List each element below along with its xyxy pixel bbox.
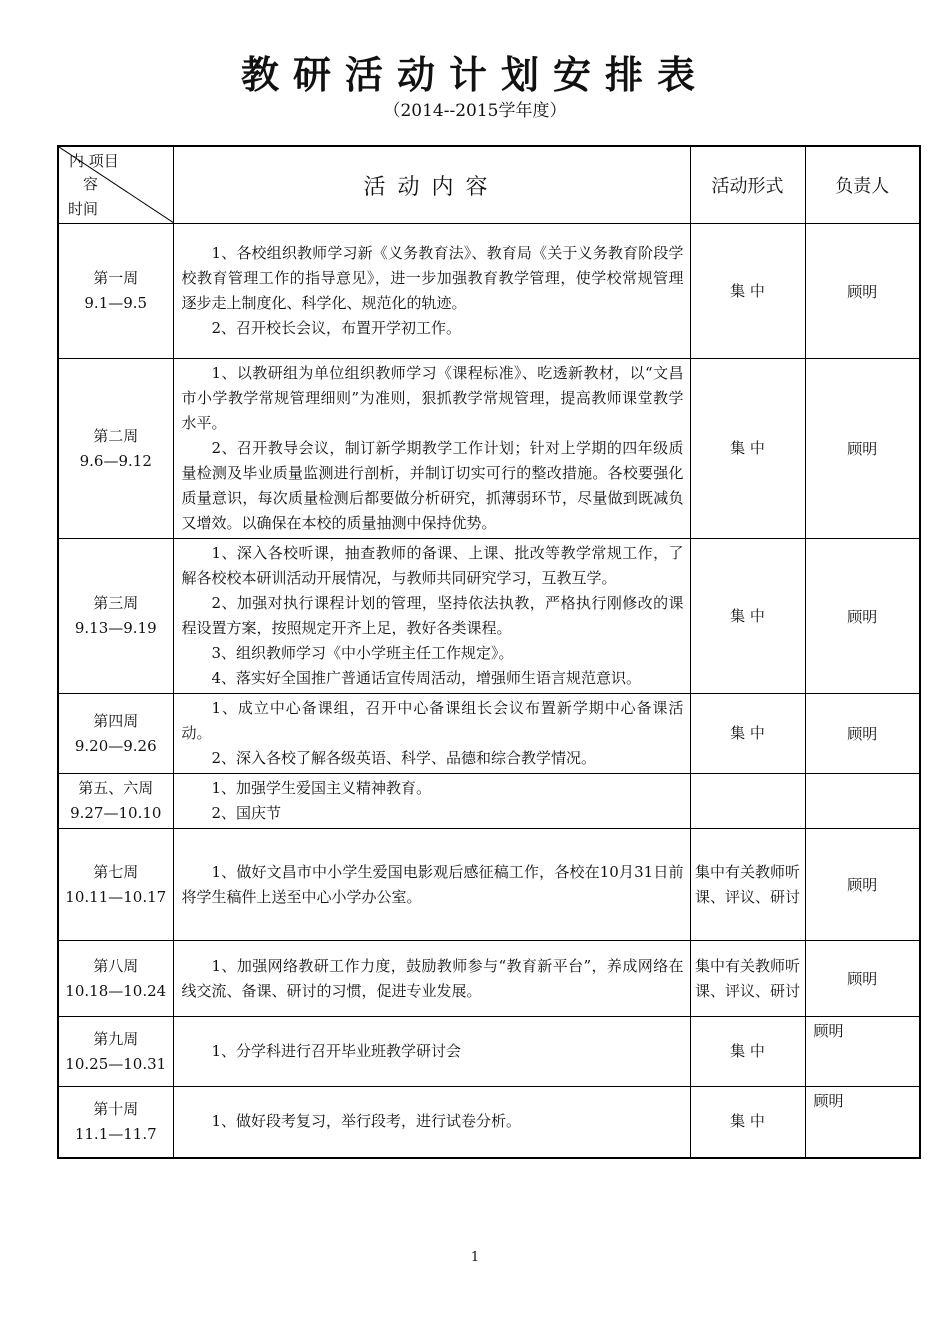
week-dates: 9.27—10.10 [70, 804, 162, 822]
form-cell: 集 中 [690, 1017, 805, 1087]
header-corner-top: 内 项目 [69, 152, 119, 170]
week-cell [58, 829, 173, 941]
content-cell [173, 539, 690, 694]
form-cell: 集中有关教师听课、评议、研讨 [690, 941, 805, 1017]
content-item: 2、召开教导会议，制订新学期教学工作计划；针对上学期的四年级质量检测及毕业质量监测进行剖析，并制订切实可行的整改措施。各校要强化质量意识，每次质量检测后都要做分析研究，抓薄弱环节，尽量做到既减负又增效。以确保在本校的质量抽测中保持优势。 [181, 439, 684, 532]
week-dates: 11.1—11.7 [74, 1124, 157, 1143]
week-cell [58, 774, 173, 829]
header-corner-mid: 容 [83, 175, 99, 193]
person-cell: 顾明 [805, 539, 920, 694]
content-item: 1、做好段考复习，举行段考，进行试卷分析。 [211, 1112, 522, 1131]
content-cell [173, 224, 690, 359]
table-row [58, 1017, 920, 1087]
week-dates: 10.11—10.17 [65, 887, 167, 906]
page-title: 教研活动计划安排表 [240, 52, 709, 97]
content-item: 1、做好文昌市中小学生爱国电影观后感征稿工作，各校在10月31日前将学生稿件上送至中心小学办公室。 [181, 862, 684, 906]
table-row [58, 774, 920, 829]
week-cell [58, 694, 173, 774]
week-label: 第五、六周 [78, 779, 154, 797]
week-dates: 10.25—10.31 [65, 1054, 167, 1073]
form-cell: 集 中 [690, 359, 805, 539]
week-cell [58, 941, 173, 1017]
week-label: 第三周 [93, 594, 139, 612]
table-row [58, 359, 920, 539]
week-label: 第八周 [93, 956, 139, 975]
person-cell: 顾明 [805, 359, 920, 539]
table-row [58, 694, 920, 774]
week-label: 第一周 [93, 269, 139, 287]
content-item: 1、加强学生爱国主义精神教育。 [211, 779, 432, 797]
week-dates: 9.6—9.12 [79, 451, 152, 470]
person-cell: 顾明 [805, 1087, 920, 1158]
content-cell [173, 359, 690, 539]
week-label: 第七周 [93, 862, 139, 881]
content-cell [173, 1017, 690, 1087]
week-dates: 9.1—9.5 [84, 294, 148, 312]
content-item: 2、召开校长会议，布置开学初工作。 [211, 319, 462, 337]
header-person: 负责人 [805, 146, 920, 224]
content-item: 4、落实好全国推广普通话宣传周活动，增强师生语言规范意识。 [211, 669, 642, 687]
week-dates: 10.18—10.24 [65, 981, 167, 1000]
content-cell [173, 694, 690, 774]
form-cell: 集 中 [690, 1087, 805, 1158]
form-cell: 集中有关教师听课、评议、研讨 [690, 829, 805, 941]
form-cell: 集 中 [690, 694, 805, 774]
week-cell [58, 539, 173, 694]
week-label: 第十周 [93, 1099, 139, 1118]
form-cell: 集 中 [690, 539, 805, 694]
table-row [58, 941, 920, 1017]
week-dates: 9.13—9.19 [74, 619, 157, 637]
header-form: 活动形式 [690, 146, 805, 224]
header-corner-bottom: 时间 [68, 200, 99, 218]
person-cell: 顾明 [805, 829, 920, 941]
week-label: 第二周 [93, 426, 139, 445]
content-item: 1、各校组织教师学习新《义务教育法》、教育局《关于义务教育阶段学校教育管理工作的指导意见》，进一步加强教育教学管理，使学校常规管理逐步走上制度化、科学化、规范化的轨迹。 [181, 244, 684, 312]
content-item: 1、加强网络教研工作力度，鼓励教师参与“教育新平台”，养成网络在线交流、备课、研讨的习惯，促进专业发展。 [181, 956, 684, 1000]
table-row [58, 224, 920, 359]
content-item: 1、以教研组为单位组织教师学习《课程标准》、吃透新教材，以“文昌市小学教学常规管理细则”为准则，狠抓教学常规管理，提高教师课堂教学水平。 [181, 364, 684, 432]
table-header-row [58, 146, 920, 224]
table-row [58, 829, 920, 941]
form-cell [690, 774, 805, 829]
person-cell: 顾明 [805, 1017, 920, 1087]
week-cell [58, 1087, 173, 1158]
week-cell [58, 359, 173, 539]
content-cell [173, 829, 690, 941]
content-item: 1、深入各校听课，抽查教师的备课、上课、批改等教学常规工作，了解各校校本研训活动开展情况，与教师共同研究学习，互教互学。 [181, 544, 684, 587]
page-number: 1 [470, 1250, 480, 1265]
content-item: 2、深入各校了解各级英语、科学、品德和综合教学情况。 [211, 749, 597, 767]
form-cell: 集 中 [690, 224, 805, 359]
table-row [58, 539, 920, 694]
table-row [58, 1087, 920, 1158]
content-item: 2、国庆节 [211, 804, 282, 822]
content-item: 1、成立中心备课组，召开中心备课组长会议布置新学期中心备课活动。 [181, 699, 684, 742]
content-item: 1、分学科进行召开毕业班教学研讨会 [211, 1042, 462, 1060]
content-cell [173, 941, 690, 1017]
week-dates: 9.20—9.26 [74, 736, 157, 755]
header-corner-cell [58, 146, 173, 224]
week-label: 第九周 [93, 1029, 139, 1048]
plan-table [57, 145, 921, 1159]
week-cell [58, 1017, 173, 1087]
header-content: 活动内容 [173, 146, 690, 224]
person-cell: 顾明 [805, 224, 920, 359]
content-item: 3、组织教师学习《中小学班主任工作规定》。 [211, 644, 514, 662]
week-label: 第四周 [93, 711, 139, 730]
content-cell [173, 774, 690, 829]
person-cell: 顾明 [805, 694, 920, 774]
content-cell [173, 1087, 690, 1158]
person-cell [805, 774, 920, 829]
week-cell [58, 224, 173, 359]
content-item: 2、加强对执行课程计划的管理，坚持依法执教，严格执行刚修改的课程设置方案，按照规定开齐上足，教好各类课程。 [181, 594, 684, 637]
page-subtitle: （2014--2015学年度） [383, 101, 567, 121]
person-cell: 顾明 [805, 941, 920, 1017]
